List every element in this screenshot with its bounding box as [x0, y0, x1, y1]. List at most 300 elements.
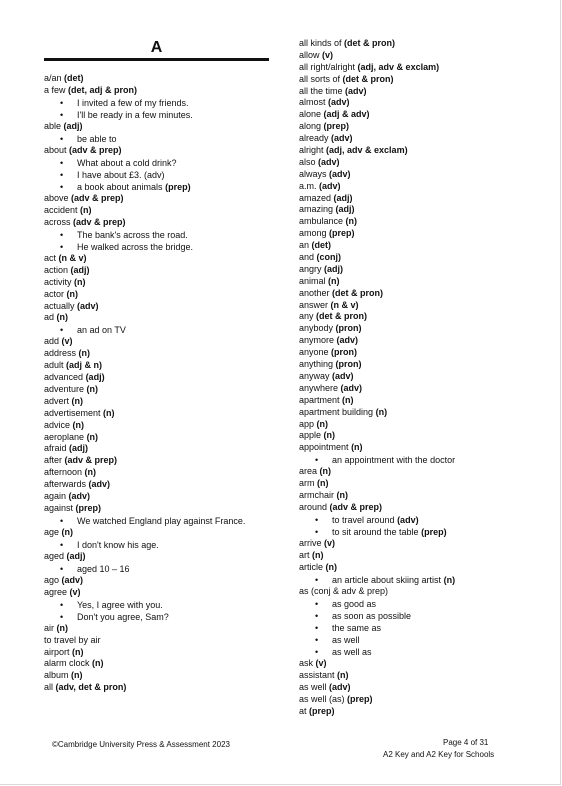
entry: [44, 551, 269, 563]
entry-part-of-speech: (n): [328, 275, 340, 286]
entry: [299, 169, 529, 181]
entry-part-of-speech: (v): [322, 49, 334, 60]
entry-part-of-speech: (n): [84, 467, 97, 478]
entry-word: after: [44, 455, 63, 466]
entry-word: advertisement: [44, 407, 101, 418]
entry-part-of-speech: (adv): [332, 370, 354, 381]
example-text: The bank's across the road.: [77, 229, 188, 240]
entry-part-of-speech: (adv): [318, 156, 340, 167]
entry-word: arrive: [299, 538, 322, 549]
entry: [299, 586, 529, 598]
example-text: We watched England play against France.: [77, 515, 246, 526]
entry-part-of-speech: (adv, det & pron): [55, 682, 127, 693]
entry-part-of-speech: (prep): [75, 502, 102, 513]
entry-part-of-speech: (pron): [335, 323, 362, 334]
entry: [299, 335, 529, 347]
entry: [44, 336, 269, 348]
entry-word: amazing: [299, 204, 334, 215]
entry: [299, 300, 529, 312]
entry: [44, 467, 269, 479]
example-text: a book about animals: [77, 182, 163, 193]
example-text: I have about £3. (adv): [77, 169, 165, 180]
entry: [44, 408, 269, 420]
entry-word: answer: [299, 299, 329, 310]
bullet-icon: •: [60, 133, 64, 144]
entry: [44, 73, 269, 85]
entry: [44, 443, 269, 455]
entry-part-of-speech: (det): [311, 240, 332, 251]
entry-part-of-speech: (det, adj & pron): [68, 84, 138, 95]
word-list-right: [299, 38, 529, 718]
entry-part-of-speech: (n): [351, 442, 363, 453]
entry-word: and: [299, 252, 315, 263]
example-item: [44, 229, 269, 241]
entry: [299, 288, 529, 300]
entry: [44, 85, 269, 97]
entry-word: alone: [299, 109, 322, 120]
entry-word: afternoon: [44, 467, 83, 478]
entry-word: as (conj & adv & prep): [299, 585, 389, 596]
entry: [44, 145, 269, 157]
entry-word: advice: [44, 419, 71, 430]
entry-word: act: [44, 252, 57, 263]
example-text: as well as: [332, 647, 372, 658]
bullet-icon: •: [60, 611, 64, 622]
example-item: [44, 133, 269, 145]
entry: [44, 205, 269, 217]
entry-word: anywhere: [299, 382, 339, 393]
example-text: I'll be ready in a few minutes.: [77, 109, 193, 120]
entry-word: able: [44, 120, 62, 131]
entry: [44, 265, 269, 277]
entry-word: already: [299, 133, 329, 144]
bullet-icon: •: [60, 157, 64, 168]
entry: [299, 86, 529, 98]
entry-part-of-speech: (n): [71, 395, 84, 406]
example-text: as good as: [332, 598, 377, 609]
entry-part-of-speech: (adj): [69, 443, 89, 454]
example-item: [299, 526, 529, 538]
entry-part-of-speech: (n): [66, 288, 79, 299]
entry-word: article: [299, 561, 324, 572]
bullet-icon: •: [60, 229, 64, 240]
entry-word: to travel by air: [44, 634, 101, 645]
entry-part-of-speech: (adj, adv & exclam): [326, 145, 408, 156]
entry-word: above: [44, 193, 69, 204]
entry: [44, 360, 269, 372]
entry: [299, 670, 529, 682]
entry-part-of-speech: (adv): [340, 382, 363, 393]
entry-part-of-speech: (det & pron): [316, 311, 368, 322]
entry-word: ago: [44, 574, 60, 585]
entry: [299, 50, 529, 62]
entry-word: another: [299, 287, 330, 298]
example-text: to sit around the table: [332, 526, 419, 537]
entry: [299, 157, 529, 169]
entry-part-of-speech: (adv & prep): [329, 501, 383, 512]
example-part-of-speech: (prep): [165, 182, 191, 193]
entry-word: all the time: [299, 85, 343, 96]
bullet-icon: •: [315, 610, 319, 621]
example-part-of-speech: (n): [443, 574, 456, 585]
entry-part-of-speech: (adj, adv & exclam): [357, 61, 440, 72]
entry: [44, 575, 269, 587]
entry-word: alright: [299, 145, 324, 156]
example-text: to travel around: [332, 514, 395, 525]
example-text: Don't you agree, Sam?: [77, 611, 169, 622]
example-text: an ad on TV: [77, 325, 126, 336]
example-item: [299, 610, 529, 622]
exam-title: A2 Key and A2 Key for Schools: [383, 750, 495, 759]
entry-part-of-speech: (n): [345, 216, 358, 227]
entry-word: about: [44, 144, 67, 155]
entry: [299, 276, 529, 288]
entry-word: all kinds of: [299, 38, 342, 48]
entry-part-of-speech: (adv): [77, 300, 99, 311]
entry: [44, 455, 269, 467]
entry-part-of-speech: (n): [316, 418, 329, 429]
bullet-icon: •: [315, 634, 319, 645]
entry: [44, 647, 269, 659]
entry-part-of-speech: (adj & adv): [323, 109, 370, 120]
entry: [44, 682, 269, 694]
bullet-icon: •: [315, 514, 319, 525]
entry-word: an: [299, 240, 310, 251]
entry-part-of-speech: (n): [80, 205, 92, 216]
entry-part-of-speech: (adj): [324, 263, 344, 274]
example-item: [44, 169, 269, 181]
entry-word: animal: [299, 275, 326, 286]
entry-word: across: [44, 216, 71, 227]
entry-word: adventure: [44, 383, 85, 394]
entry-word: apartment: [299, 394, 340, 405]
entry: [299, 502, 529, 514]
example-item: [44, 611, 269, 623]
entry-word: angry: [299, 263, 322, 274]
entry-part-of-speech: (adv): [331, 133, 353, 144]
entry-word: assistant: [299, 670, 335, 681]
entry: [44, 396, 269, 408]
example-text: I don't know his age.: [77, 539, 159, 550]
entry-part-of-speech: (n & v): [58, 252, 87, 263]
entry-word: any: [299, 311, 314, 322]
entry-part-of-speech: (n): [336, 490, 349, 501]
example-text: What about a cold drink?: [77, 157, 177, 168]
entry-part-of-speech: (v): [324, 538, 336, 549]
example-text: the same as: [332, 622, 382, 633]
bullet-icon: •: [315, 455, 319, 466]
entry-part-of-speech: (adv): [68, 491, 91, 501]
entry-word: anyway: [299, 370, 330, 381]
bullet-icon: •: [60, 97, 64, 108]
bullet-icon: •: [315, 526, 319, 537]
entry-word: arm: [299, 478, 315, 489]
entry-part-of-speech: (n): [92, 658, 104, 669]
entry-part-of-speech: (adv & prep): [64, 455, 118, 466]
entry: [299, 706, 529, 718]
entry: [299, 74, 529, 86]
entry-word: as well: [299, 681, 327, 692]
entry: [299, 490, 529, 502]
example-item: [44, 157, 269, 169]
example-part-of-speech: (adv): [397, 514, 419, 525]
entry-part-of-speech: (n): [337, 670, 349, 681]
entry-word: area: [299, 466, 318, 477]
entry: [44, 348, 269, 360]
entry-part-of-speech: (det & pron): [332, 287, 384, 298]
page-number: Page 4 of 31: [443, 738, 489, 747]
example-item: [299, 598, 529, 610]
entry-word: all right/alright: [299, 61, 356, 72]
example-item: [44, 181, 269, 193]
entry-part-of-speech: (adv): [319, 180, 341, 191]
entry-word: at: [299, 705, 307, 716]
entry-word: among: [299, 228, 327, 239]
entry-word: age: [44, 526, 60, 537]
example-text: aged 10 – 16: [77, 563, 130, 574]
entry-word: advert: [44, 395, 70, 406]
bullet-icon: •: [60, 563, 64, 574]
entry: [299, 419, 529, 431]
entry: [299, 62, 529, 74]
entry: [299, 694, 529, 706]
entry: [299, 550, 529, 562]
entry-word: alarm clock: [44, 658, 90, 669]
example-item: [44, 241, 269, 253]
entry: [299, 38, 529, 50]
entry-word: add: [44, 336, 60, 347]
entry-part-of-speech: (adj): [335, 204, 355, 215]
entry-word: a few: [44, 84, 66, 95]
entry: [44, 277, 269, 289]
entry: [299, 133, 529, 145]
entry-part-of-speech: (n): [78, 348, 91, 359]
entry-part-of-speech: (prep): [323, 121, 350, 132]
entry-part-of-speech: (adv): [329, 681, 351, 692]
example-item: [44, 539, 269, 551]
entry: [299, 682, 529, 694]
entry: [44, 623, 269, 635]
entry-word: all: [44, 682, 54, 693]
entry-word: amazed: [299, 192, 332, 203]
example-item: [299, 646, 529, 658]
entry-part-of-speech: (n): [375, 406, 388, 417]
copyright-text: ©Cambridge University Press & Assessment 2023: [52, 740, 230, 749]
entry-word: aeroplane: [44, 431, 85, 442]
entry-word: actor: [44, 288, 65, 299]
entry: [44, 289, 269, 301]
entry: [44, 420, 269, 432]
entry: [44, 479, 269, 491]
entry-word: a/an: [44, 73, 62, 83]
bullet-icon: •: [315, 574, 319, 585]
entry-part-of-speech: (n): [319, 466, 332, 477]
entry-part-of-speech: (n): [56, 622, 69, 633]
entry-part-of-speech: (det): [64, 73, 84, 83]
section-heading: A: [150, 39, 163, 56]
entry-part-of-speech: (conj): [316, 252, 342, 263]
entry: [44, 121, 269, 133]
entry-part-of-speech: (adv): [328, 97, 350, 108]
entry-part-of-speech: (adv & prep): [73, 216, 126, 227]
entry-part-of-speech: (n): [56, 312, 69, 323]
entry-part-of-speech: (n): [312, 549, 324, 560]
entry-part-of-speech: (n): [74, 276, 86, 287]
example-item: [44, 109, 269, 121]
entry: [44, 635, 269, 647]
entry: [44, 384, 269, 396]
entry: [299, 228, 529, 240]
word-list-left: [44, 73, 269, 694]
entry: [299, 252, 529, 264]
entry-word: all sorts of: [299, 73, 341, 84]
entry-word: as well (as): [299, 693, 345, 704]
bullet-icon: •: [60, 599, 64, 610]
entry: [299, 216, 529, 228]
example-part-of-speech: (prep): [421, 526, 447, 537]
example-item: [44, 515, 269, 527]
example-text: an appointment with the doctor: [332, 455, 456, 466]
entry-part-of-speech: (pron): [331, 347, 358, 358]
entry: [44, 670, 269, 682]
entry-word: accident: [44, 205, 78, 216]
entry: [299, 466, 529, 478]
entry: [299, 478, 529, 490]
entry-part-of-speech: (n): [323, 430, 336, 441]
entry-word: along: [299, 121, 322, 132]
entry-word: app: [299, 418, 315, 429]
entry-word: adult: [44, 360, 64, 371]
entry-word: actually: [44, 300, 75, 311]
entry-word: always: [299, 168, 327, 179]
entry: [44, 658, 269, 670]
entry-word: almost: [299, 97, 326, 108]
entry-part-of-speech: (n): [72, 419, 85, 430]
entry-part-of-speech: (n): [61, 526, 74, 537]
entry-part-of-speech: (n): [103, 407, 115, 418]
entry-part-of-speech: (adj & n): [66, 360, 103, 371]
entry: [44, 217, 269, 229]
entry: [299, 430, 529, 442]
example-item: [299, 622, 529, 634]
entry-word: ad: [44, 312, 55, 323]
entry-word: action: [44, 264, 69, 275]
entry: [44, 527, 269, 539]
entry-word: anyone: [299, 347, 329, 358]
example-item: [44, 563, 269, 575]
entry-part-of-speech: (adj): [66, 550, 86, 561]
entry-part-of-speech: (v): [69, 586, 81, 597]
entry: [44, 253, 269, 265]
example-text: He walked across the bridge.: [77, 241, 194, 252]
entry-word: also: [299, 156, 316, 167]
entry-part-of-speech: (prep): [309, 705, 335, 716]
entry-part-of-speech: (adj): [85, 372, 105, 383]
entry-word: allow: [299, 49, 320, 60]
example-text: Yes, I agree with you.: [77, 599, 163, 610]
entry-part-of-speech: (n & v): [330, 299, 359, 310]
bullet-icon: •: [60, 325, 64, 336]
entry-word: ambulance: [299, 216, 344, 227]
bullet-icon: •: [60, 182, 64, 193]
bullet-icon: •: [60, 515, 64, 526]
entry-part-of-speech: (n): [71, 670, 83, 681]
entry-word: ask: [299, 658, 314, 669]
entry: [299, 347, 529, 359]
entry-word: aged: [44, 550, 65, 561]
entry: [299, 240, 529, 252]
entry-word: apple: [299, 430, 322, 441]
entry: [299, 407, 529, 419]
entry-part-of-speech: (adv & prep): [69, 144, 122, 155]
bullet-icon: •: [60, 539, 64, 550]
example-item: [44, 97, 269, 109]
entry-word: airport: [44, 646, 70, 657]
entry-word: around: [299, 501, 328, 512]
entry-word: afraid: [44, 443, 67, 454]
entry: [299, 562, 529, 574]
entry-word: appointment: [299, 442, 349, 453]
entry: [299, 121, 529, 133]
bullet-icon: •: [60, 241, 64, 252]
entry-part-of-speech: (v): [61, 336, 73, 347]
entry-part-of-speech: (n): [342, 394, 354, 405]
entry: [44, 587, 269, 599]
entry-part-of-speech: (adv & prep): [71, 193, 124, 204]
entry-part-of-speech: (adv): [88, 479, 111, 490]
entry: [44, 372, 269, 384]
entry: [299, 204, 529, 216]
entry: [299, 538, 529, 550]
entry-part-of-speech: (adj): [333, 192, 353, 203]
example-item: [44, 599, 269, 611]
entry: [299, 97, 529, 109]
entry-word: apartment building: [299, 406, 374, 417]
entry: [299, 264, 529, 276]
entry: [299, 145, 529, 157]
entry: [44, 312, 269, 324]
right-column: [299, 38, 529, 718]
entry-part-of-speech: (n): [72, 646, 84, 657]
entry-word: against: [44, 502, 74, 513]
entry-word: afterwards: [44, 479, 87, 490]
entry-part-of-speech: (prep): [347, 693, 373, 704]
example-item: [44, 324, 269, 336]
bullet-icon: •: [315, 622, 319, 633]
example-item: [299, 454, 529, 466]
entry-part-of-speech: (n): [317, 478, 329, 489]
entry-word: anything: [299, 359, 334, 370]
entry: [299, 181, 529, 193]
entry-word: air: [44, 622, 55, 633]
entry-part-of-speech: (v): [315, 658, 327, 669]
bullet-icon: •: [60, 109, 64, 120]
entry-part-of-speech: (pron): [335, 359, 362, 370]
entry-part-of-speech: (adj): [63, 120, 83, 131]
entry-word: album: [44, 670, 69, 681]
entry: [299, 658, 529, 670]
entry-word: armchair: [299, 490, 335, 501]
entry: [44, 193, 269, 205]
entry-part-of-speech: (det & pron): [344, 38, 396, 48]
entry: [299, 311, 529, 323]
entry: [299, 323, 529, 335]
example-item: [299, 574, 529, 586]
entry: [44, 503, 269, 515]
entry-part-of-speech: (n): [86, 383, 99, 394]
entry-part-of-speech: (adj): [70, 264, 90, 275]
entry: [299, 109, 529, 121]
